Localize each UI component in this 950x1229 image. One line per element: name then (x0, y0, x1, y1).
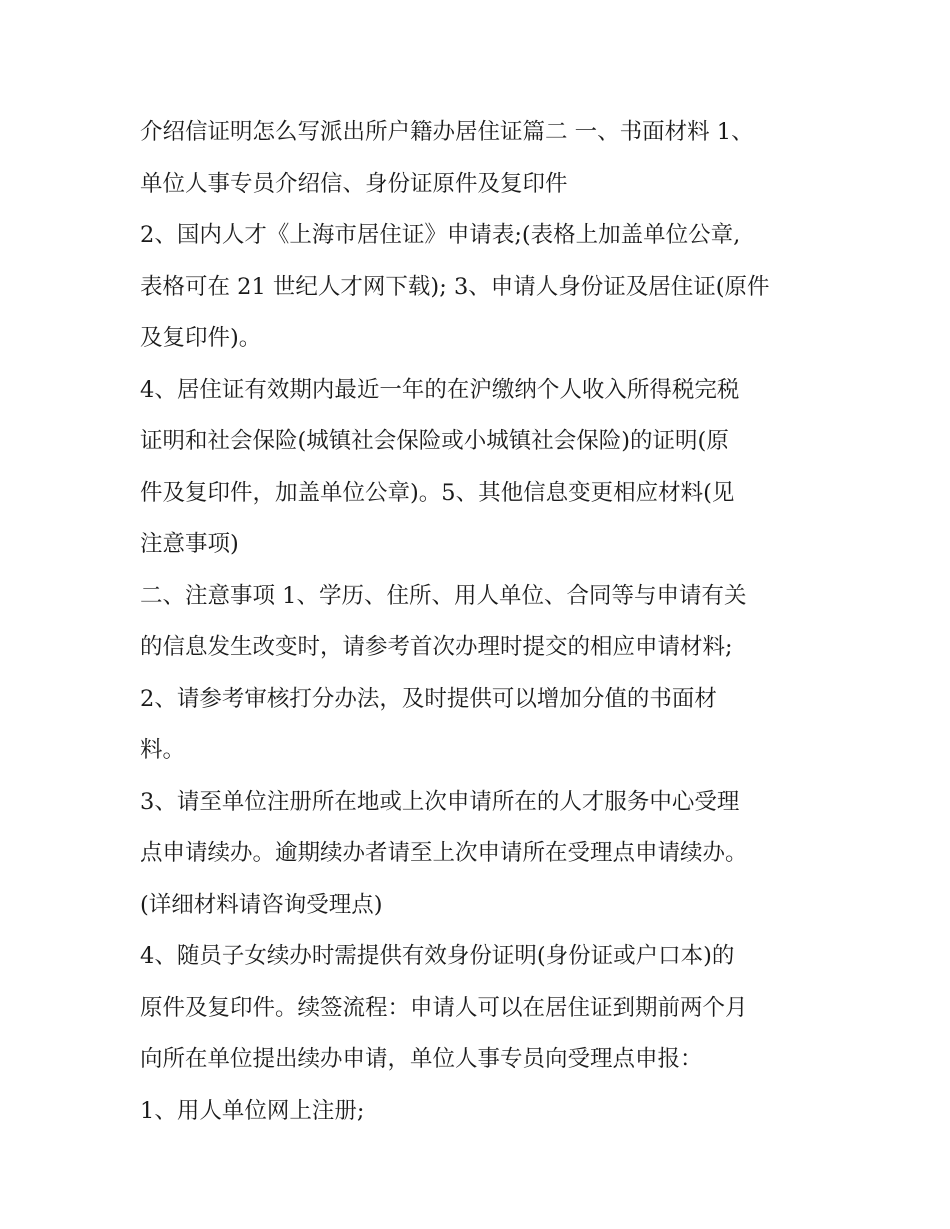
text-line: 1、用人单位网上注册; (140, 1097, 365, 1124)
text-line: 点申请续办。逾期续办者请至上次申请所在受理点申请续办。 (140, 840, 748, 866)
text-line: 证明和社会保险(城镇社会保险或小城镇社会保险)的证明(原 (140, 428, 729, 454)
text-line: 注意事项) (140, 531, 239, 557)
text-line: (详细材料请咨询受理点) (140, 891, 383, 918)
text-line: 4、居住证有效期内最近一年的在沪缴纳个人收入所得税完税 (140, 376, 740, 403)
text-line: 及复印件)。 (140, 325, 262, 351)
text-line: 3、请至单位注册所在地或上次申请所在的人才服务中心受理 (140, 788, 740, 815)
document-body (140, 107, 820, 1137)
text-line: 2、国内人才《上海市居住证》申请表;(表格上加盖单位公章, (140, 222, 741, 248)
text-line: 件及复印件，加盖单位公章)。5、其他信息变更相应材料(见 (140, 479, 735, 506)
text-line: 向所在单位提出续办申请，单位人事专员向受理点申报： (140, 1046, 703, 1072)
text-line: 单位人事专员介绍信、身份证原件及复印件 (140, 170, 568, 197)
text-line: 原件及复印件。续签流程：申请人可以在居住证到期前两个月 (140, 994, 748, 1021)
text-line: 的信息发生改变时，请参考首次办理时提交的相应申请材料; (140, 634, 733, 660)
text-line: 介绍信证明怎么写派出所户籍办居住证篇二 一、书面材料 1、 (140, 119, 754, 145)
text-line: 料。 (140, 737, 186, 763)
text-line: 2、请参考审核打分办法，及时提供可以增加分值的书面材 (140, 685, 717, 712)
text-line: 表格可在 21 世纪人才网下载); 3、申请人身份证及居住证(原件 (140, 273, 770, 300)
text-line: 4、随员子女续办时需提供有效身份证明(身份证或户口本)的 (140, 943, 735, 969)
text-line: 二、注意事项 1、学历、住所、用人单位、合同等与申请有关 (140, 582, 747, 609)
